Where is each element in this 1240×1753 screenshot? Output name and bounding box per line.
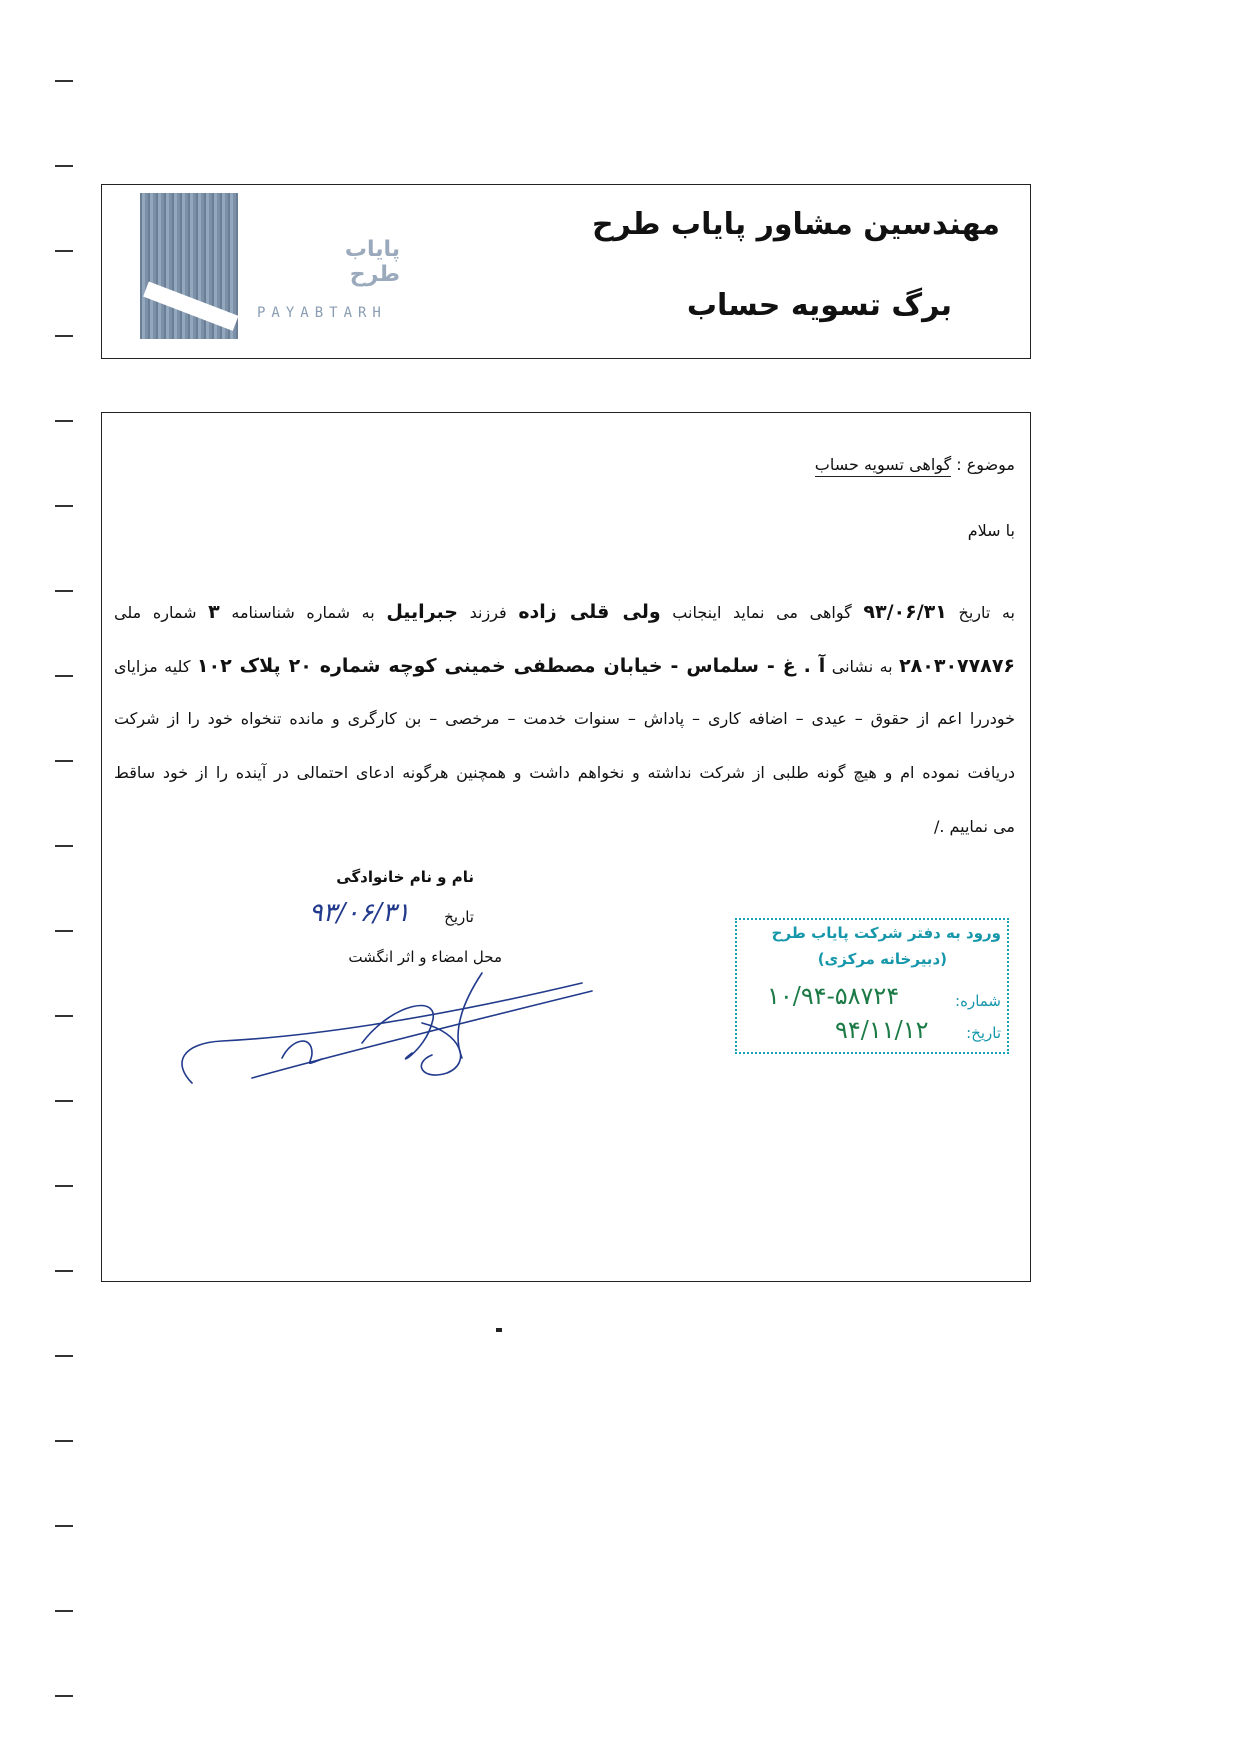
margin-mark — [55, 675, 73, 677]
body-line-4: دریافت نموده ام و هیچ گونه طلبی از شرکت نداشته و نخواهم داشت و همچنین هرگونه ادعای احتمالی در آینده را از خود ساقط — [114, 763, 1015, 782]
margin-mark — [55, 335, 73, 337]
entry-stamp — [735, 918, 1009, 1054]
letter-body-box — [101, 412, 1031, 1282]
letterhead-box — [101, 184, 1031, 359]
stamp-date-value: ۹۴/۱۱/۱۲ — [835, 1016, 929, 1044]
benefits-text: کلیه مزایای — [114, 657, 191, 676]
company-name: مهندسین مشاور پایاب طرح — [591, 207, 1000, 242]
margin-mark — [55, 1695, 73, 1697]
margin-mark — [55, 845, 73, 847]
name-label: نام و نام خانوادگی — [336, 868, 474, 886]
national-id-number: ۲۸۰۳۰۷۷۸۷۶ — [899, 655, 1016, 677]
form-title: برگ تسویه حساب — [686, 288, 952, 323]
body-line-3: خودررا اعم از حقوق – عیدی – اضافه کاری – پاداش – سنوات خدمت – مرخصی – بن کارگری و مانده تنخواه خود را از شرکت — [114, 709, 1015, 728]
margin-mark — [55, 590, 73, 592]
margin-mark — [55, 1525, 73, 1527]
subject-line — [815, 455, 1015, 474]
margin-mark — [55, 760, 73, 762]
logo-text-fa: پایاب طرح — [344, 237, 400, 287]
margin-mark — [55, 1185, 73, 1187]
body-line-2 — [114, 655, 1015, 677]
handwritten-signature — [162, 963, 602, 1093]
margin-mark — [55, 1100, 73, 1102]
margin-mark — [55, 1610, 73, 1612]
margin-mark — [55, 1440, 73, 1442]
stamp-number-value: ۱۰/۹۴-۵۸۷۲۴ — [767, 982, 900, 1010]
signature-date-label: تاریخ — [444, 908, 474, 926]
subject-label: موضوع : — [956, 455, 1015, 474]
national-id-label: شماره ملی — [114, 603, 197, 622]
logo-text-en: PAYABTARH — [257, 305, 387, 321]
stamp-date-label: تاریخ: — [966, 1024, 1001, 1042]
margin-mark — [55, 1015, 73, 1017]
margin-mark — [55, 1270, 73, 1272]
body-line-5: می نماییم ./ — [933, 817, 1015, 836]
margin-mark — [55, 250, 73, 252]
address: آ . غ - سلماس - خیابان مصطفی خمینی کوچه شماره ۲۰ پلاک ۱۰۲ — [196, 655, 826, 677]
id-number: ۳ — [208, 601, 220, 623]
id-label: به شماره شناسنامه — [231, 603, 375, 622]
employee-name: ولی قلی زاده — [518, 601, 661, 623]
address-label: به نشانی — [831, 657, 893, 676]
child-of-label: فرزند — [469, 603, 507, 622]
margin-mark — [55, 1355, 73, 1357]
certifies-text: گواهی می نماید اینجانب — [672, 603, 852, 622]
ink-dot — [496, 1328, 502, 1332]
margin-mark — [55, 165, 73, 167]
greeting: با سلام — [967, 521, 1015, 540]
stamp-title: ورود به دفتر شرکت پایاب طرح — [771, 924, 1001, 942]
company-logo — [140, 193, 400, 343]
margin-mark — [55, 420, 73, 422]
subject-value: گواهی تسویه حساب — [815, 455, 951, 477]
stamp-subtitle: (دبیرخانه مرکزی) — [817, 950, 947, 968]
stamp-number-label: شماره: — [955, 992, 1001, 1010]
body-line-1 — [114, 601, 1015, 623]
signature-date-handwritten: ۹۳/۰۶/۳۱ — [308, 898, 410, 928]
signature-place-label: محل امضاء و اثر انگشت — [348, 948, 502, 966]
margin-mark — [55, 80, 73, 82]
margin-mark — [55, 505, 73, 507]
margin-mark — [55, 930, 73, 932]
date-label: به تاریخ — [958, 603, 1015, 622]
father-name: جبراییل — [386, 601, 458, 623]
letter-date: ۹۳/۰۶/۳۱ — [863, 601, 947, 623]
